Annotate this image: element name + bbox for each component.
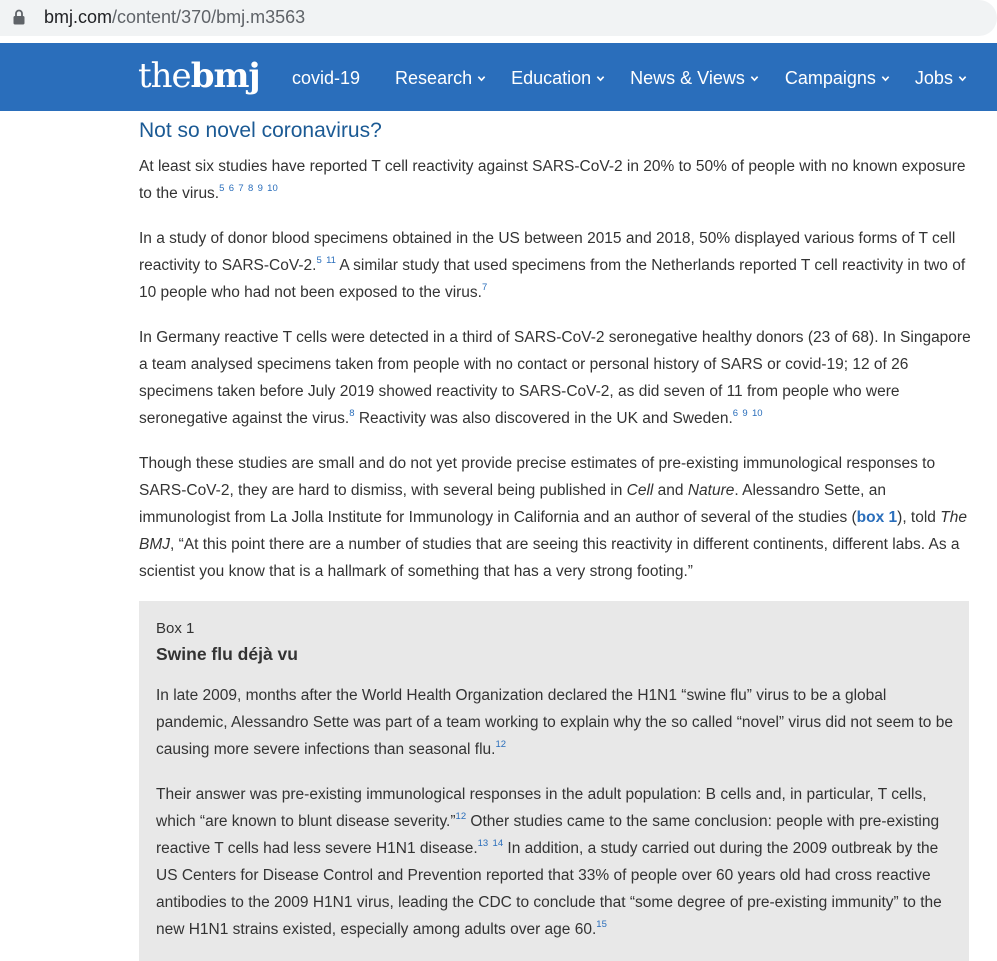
reference-link[interactable]: 8 xyxy=(349,407,355,419)
paragraph-text: Other studies came to the same conclusion: people with pre-existing reactive T cells had less severe H1N1 disease. xyxy=(156,813,940,857)
site-navigation xyxy=(0,43,997,111)
paragraph-text: At least six studies have reported T cell reactivity against SARS-CoV-2 in 20% to 50% of people with no known exposure to the virus. xyxy=(139,158,966,202)
paragraph-text: In late 2009, months after the World Health Organization declared the H1N1 “swine flu” virus to be a global pandemic, Alessandro Sette was part of a team working to explain why the so called “novel” virus did not seem to be causing more severe infections than seasonal flu. xyxy=(156,687,953,758)
nav-item-label: Education xyxy=(511,68,592,88)
nav-item-campaigns[interactable] xyxy=(785,65,890,91)
logo-the: the xyxy=(138,56,191,96)
paragraph-text: and xyxy=(653,482,688,499)
nav-item-label: Research xyxy=(395,68,473,88)
reference-link[interactable]: 6 xyxy=(732,407,739,419)
nav-menu xyxy=(292,65,967,91)
paragraph-text: , “At this point there are a number of studies that are seeing this reactivity in different continents, different labs. As a scientist you know that is a hallmark of something that has a very strong footing.” xyxy=(139,536,960,580)
reference-link[interactable]: 10 xyxy=(751,407,763,419)
chevron-down-icon xyxy=(477,74,486,83)
paragraph xyxy=(139,153,979,207)
nav-item-label: Campaigns xyxy=(784,68,876,88)
reference-link[interactable]: 5 xyxy=(316,254,322,266)
reference-link[interactable]: 10 xyxy=(267,182,278,194)
browser-address-bar xyxy=(0,0,997,43)
section-heading: Not so novel coronavirus? xyxy=(139,119,382,142)
box-paragraph xyxy=(156,682,956,763)
paragraph-text: A similar study that used specimens from the Netherlands reported T cell reactivity in two of 10 people who had not been exposed to the virus. xyxy=(139,257,966,301)
reference-link[interactable]: 11 xyxy=(326,254,336,266)
reference-link[interactable]: 9 xyxy=(257,182,263,194)
info-box-content xyxy=(156,618,956,943)
reference-link[interactable]: 8 xyxy=(247,182,254,194)
chevron-down-icon xyxy=(750,74,759,83)
box-paragraph xyxy=(156,781,956,943)
reference-link[interactable]: 6 xyxy=(228,182,235,194)
info-box xyxy=(139,601,969,961)
chevron-down-icon xyxy=(958,74,967,83)
nav-item-label: Jobs xyxy=(914,68,953,88)
omnibox[interactable] xyxy=(0,0,997,36)
nav-item-research[interactable] xyxy=(395,65,486,91)
nav-item-education[interactable] xyxy=(511,65,605,91)
paragraph-text: ), told xyxy=(897,509,941,526)
bmj-logo[interactable] xyxy=(138,56,260,96)
paragraph-text: Their answer was pre-existing immunological responses in the adult population: B cells and, in particular, T cells, which “are known to blunt disease severity.” xyxy=(156,786,927,830)
url-path: /content/370/bmj.m3563 xyxy=(112,7,306,27)
journal-name-nature: Nature xyxy=(687,482,735,499)
paragraph-text: Though these studies are small and do not yet provide precise estimates of pre-existing immunological responses to SARS-CoV-2, they are hard to dismiss, with several being published in xyxy=(139,455,936,499)
reference-link[interactable]: 15 xyxy=(596,918,607,930)
reference-link[interactable]: 7 xyxy=(481,281,488,293)
logo-bmj: bmj xyxy=(190,56,260,96)
box-title: Swine flu déjà vu xyxy=(156,644,298,664)
reference-link[interactable]: 7 xyxy=(238,182,244,194)
url-text[interactable] xyxy=(44,6,305,28)
nav-item-news-views[interactable] xyxy=(630,65,759,91)
journal-name-the-bmj: The BMJ xyxy=(139,509,967,553)
paragraph-text: . Alessandro Sette, an immunologist from La Jolla Institute for Immunology in California and an author of several of the studies ( xyxy=(139,482,887,526)
paragraph-text: Reactivity was also discovered in the UK and Sweden. xyxy=(358,410,733,427)
paragraph-text: In Germany reactive T cells were detected in a third of SARS-CoV-2 seronegative healthy donors (23 of 68). In Singapore a team analysed specimens taken from people with no contact or personal history of SARS or covid-19; 12 of 26 specimens taken before July 2019 showed reactivity to SARS-CoV-2, as did seven of 11 from people who were seronegative against the virus. xyxy=(139,329,971,427)
box-1-link[interactable]: box 1 xyxy=(856,509,898,526)
paragraph-text: In addition, a study carried out during the 2009 outbreak by the US Centers for Disease Control and Prevention reported that 33% of people over 60 years old had cross reactive antibodies to the 2009 H1N1 virus, leading the CDC to conclude that “some degree of pre-existing immunity” to the new H1N1 strains existed, especially among adults over age 60. xyxy=(156,840,942,938)
nav-item-label: covid-19 xyxy=(292,68,361,88)
paragraph xyxy=(139,450,979,585)
paragraph xyxy=(139,324,979,432)
nav-item-covid-19[interactable] xyxy=(292,65,360,91)
nav-item-label: News & Views xyxy=(630,68,745,88)
reference-link[interactable]: 5 xyxy=(219,182,225,194)
url-host: bmj.com xyxy=(44,7,113,27)
reference-link[interactable]: 12 xyxy=(495,738,507,750)
chevron-down-icon xyxy=(881,74,890,83)
reference-link[interactable]: 13 xyxy=(477,837,489,849)
lock-icon[interactable] xyxy=(13,9,25,25)
chevron-down-icon xyxy=(596,74,605,83)
article-body xyxy=(139,117,979,585)
reference-link[interactable]: 12 xyxy=(455,810,467,822)
box-label: Box 1 xyxy=(156,620,195,637)
paragraph xyxy=(139,225,979,306)
reference-link[interactable]: 14 xyxy=(492,837,504,849)
nav-item-jobs[interactable] xyxy=(915,65,967,91)
reference-link[interactable]: 9 xyxy=(742,407,748,419)
paragraph-text: In a study of donor blood specimens obtained in the US between 2015 and 2018, 50% displayed various forms of T cell reactivity to SARS-CoV-2. xyxy=(139,230,956,274)
journal-name-cell: Cell xyxy=(626,482,654,499)
